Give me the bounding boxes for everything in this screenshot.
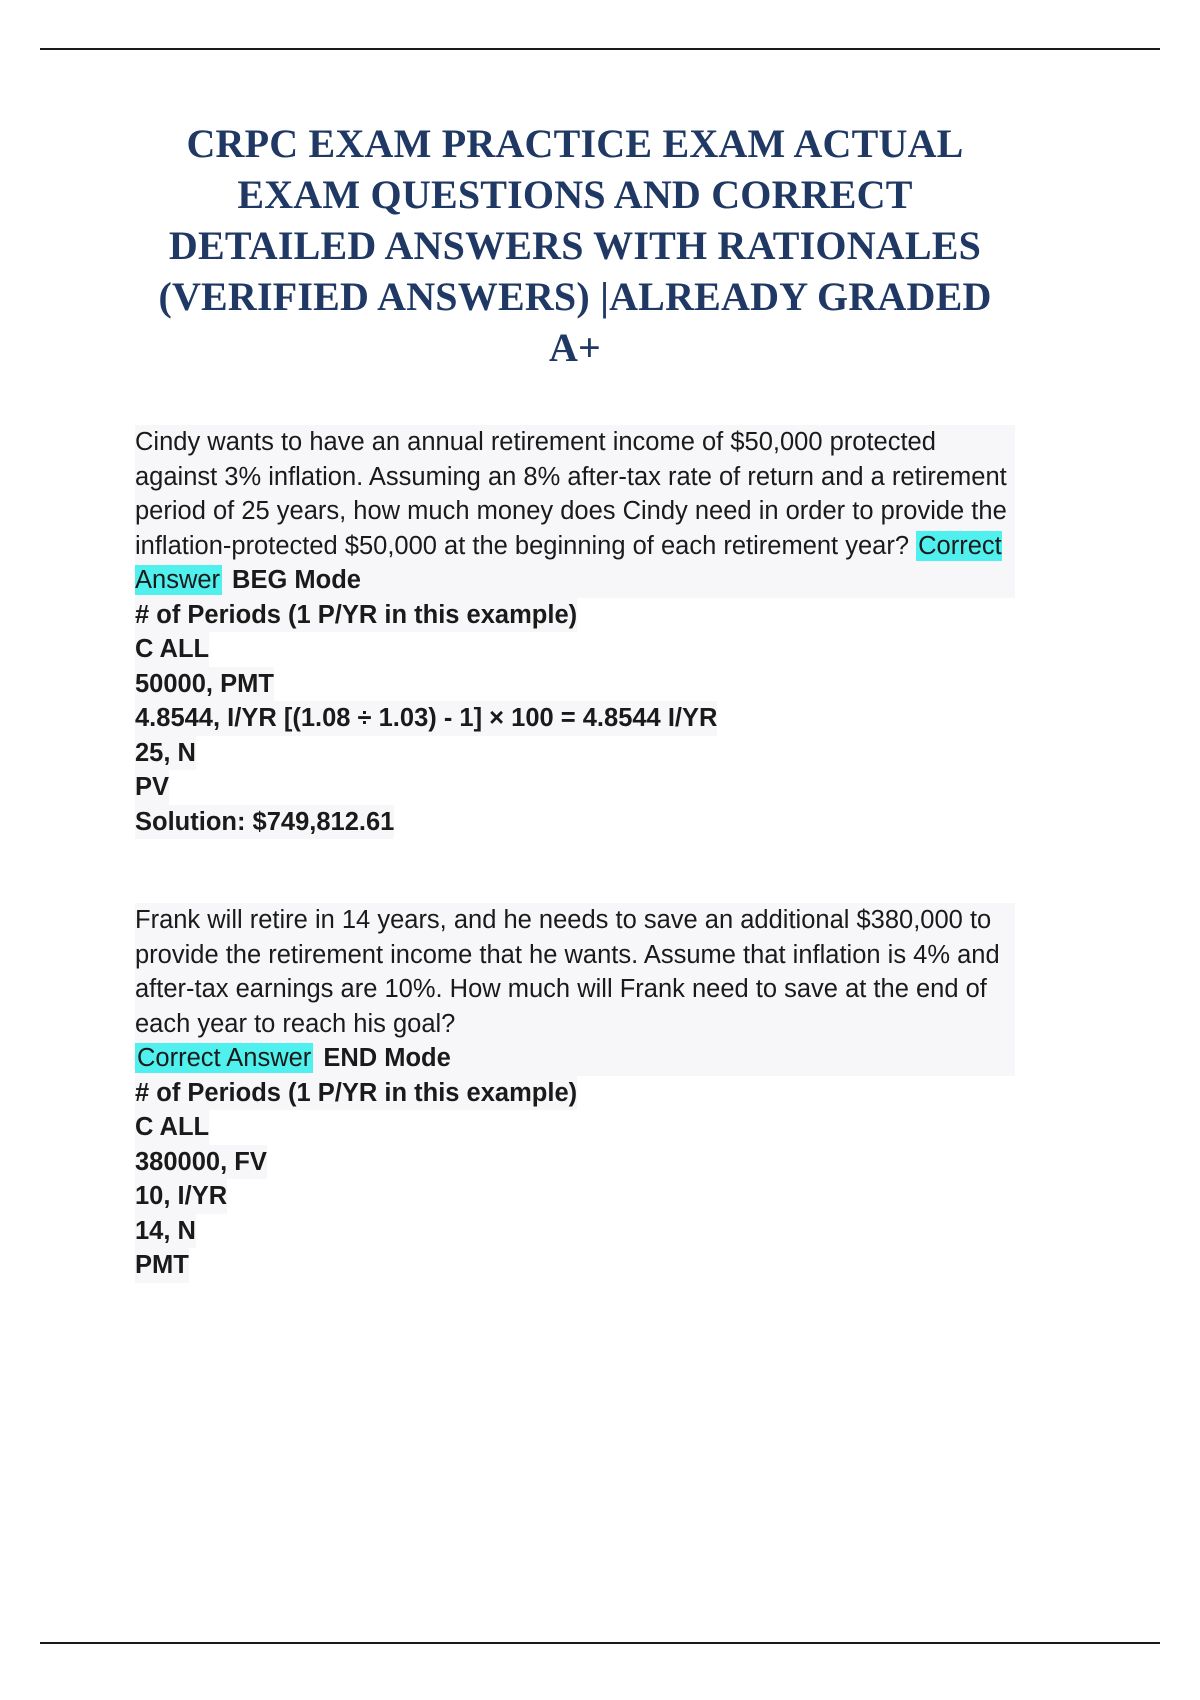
answer-step: 380000, FV [135,1145,267,1180]
answer-steps [135,1076,1015,1283]
answer-step: 14, N [135,1214,196,1249]
correct-answer-highlight: Correct Answer [137,1044,312,1072]
answer-step: 10, I/YR [135,1179,227,1214]
answer-mode: END Mode [323,1044,451,1072]
answer-step: 4.8544, I/YR [(1.08 ÷ 1.03) - 1] × 100 = 4.8544 I/YR [135,701,717,736]
qa-item [135,425,1015,839]
page-top-divider [40,48,1160,50]
answer-step: C ALL [135,632,209,667]
block-spacer [135,873,1015,903]
qa-list [135,425,1015,1283]
page-bottom-divider [40,1642,1160,1644]
answer-step: PV [135,770,169,805]
answer-step: PMT [135,1248,189,1283]
question-body: Cindy wants to have an annual retirement income of $50,000 protected against 3% inflation. Assuming an 8% after-tax rate of return and a retirement period of 25 years, how much money does Cindy need in order to provide the inflation-protected $50,000 at the beginning of each retirement year? [135,428,1007,560]
answer-step: # of Periods (1 P/YR in this example) [135,1076,577,1111]
document-content [135,118,1015,1317]
answer-steps [135,598,1015,840]
question-text [135,903,1015,1076]
answer-step: C ALL [135,1110,209,1145]
correct-answer-highlight: Correct Answer [135,531,1002,594]
page-title: CRPC EXAM PRACTICE EXAM ACTUAL EXAM QUESTIONS AND CORRECT DETAILED ANSWERS WITH RATIONALES (VERIFIED ANSWERS) |ALREADY GRADED A+ [158,121,992,370]
question-text [135,425,1015,598]
question-body: Frank will retire in 14 years, and he needs to save an additional $380,000 to provide the retirement income that he wants. Assume that inflation is 4% and after-tax earnings are 10%. How much will Frank need to save at the end of each year to reach his goal? [135,906,1000,1038]
answer-step: 25, N [135,736,196,771]
qa-item [135,903,1015,1283]
answer-step: # of Periods (1 P/YR in this example) [135,598,577,633]
answer-solution: Solution: $749,812.61 [135,805,394,840]
answer-mode: BEG Mode [232,566,361,594]
answer-step: 50000, PMT [135,667,274,702]
